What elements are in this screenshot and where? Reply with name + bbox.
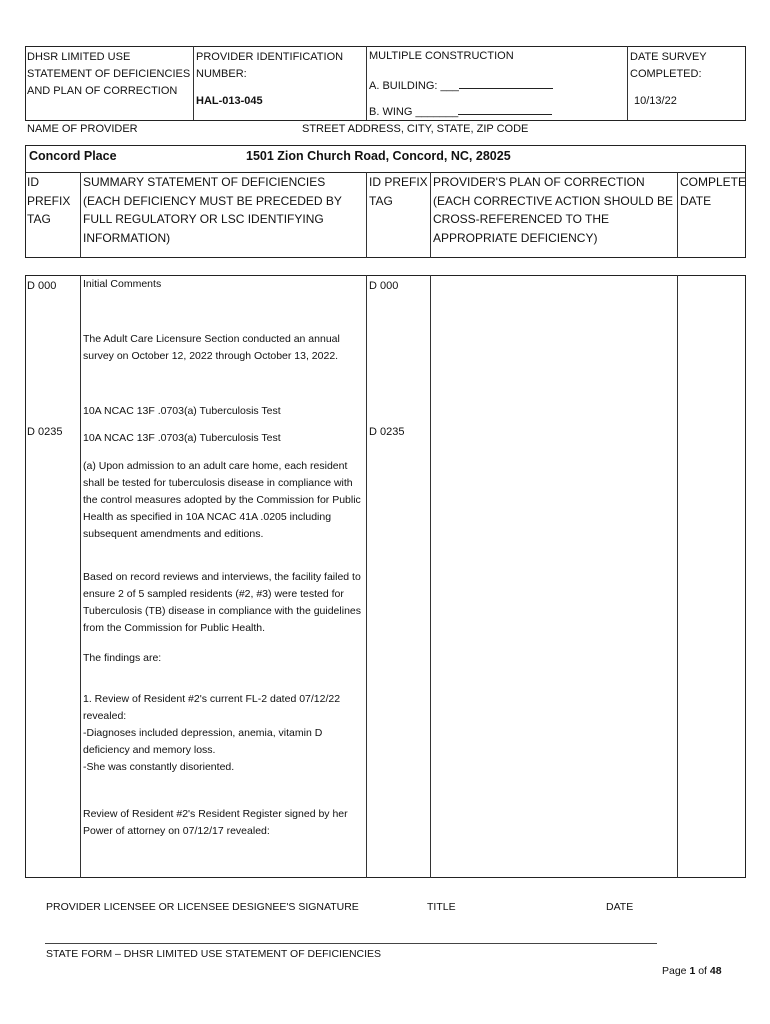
findings-are: The findings are: <box>83 652 162 664</box>
divider <box>366 275 367 878</box>
page-prefix: Page <box>662 965 687 977</box>
divider <box>677 275 678 878</box>
col-summary-statement: SUMMARY STATEMENT OF DEFICIENCIES (EACH DEFICIENCY MUST BE PRECEDED BY FULL REGULATORY OR LSC IDENTIFYING INFORMATION) <box>83 175 342 245</box>
divider <box>430 172 431 258</box>
title-label: TITLE <box>427 901 456 913</box>
signature-label: PROVIDER LICENSEE OR LICENSEE DESIGNEE'S SIGNATURE <box>46 901 359 913</box>
tag-d000: D 000 <box>27 280 57 292</box>
provider-address: 1501 Zion Church Road, Concord, NC, 28025 <box>246 149 511 163</box>
initial-comments: Initial Comments <box>83 278 162 290</box>
signature-line <box>45 943 657 944</box>
wing-underline <box>458 103 552 115</box>
divider <box>430 275 431 878</box>
building-label: A. BUILDING: ___ <box>369 80 459 92</box>
building-underline <box>459 77 553 89</box>
page-total: 48 <box>709 965 722 977</box>
date-label: DATE <box>606 901 634 913</box>
divider <box>627 46 628 120</box>
col-complete-date: COMPLETE DATE <box>680 175 747 208</box>
street-address-label: STREET ADDRESS, CITY, STATE, ZIP CODE <box>302 123 529 135</box>
statement-title: DHSR LIMITED USE STATEMENT OF DEFICIENCIES AND PLAN OF CORRECTION <box>27 51 191 97</box>
tag-d0235-right: D 0235 <box>369 426 405 438</box>
col-id-prefix-tag-2: ID PREFIX TAG <box>369 175 428 208</box>
name-of-provider-label: NAME OF PROVIDER <box>27 123 138 135</box>
form-name: STATE FORM – DHSR LIMITED USE STATEMENT OF DEFICIENCIES <box>46 948 382 960</box>
tag-d000-right: D 000 <box>369 280 399 292</box>
col-id-prefix-tag: ID PREFIX TAG <box>27 175 71 226</box>
page-of: of <box>698 965 707 977</box>
survey-text: The Adult Care Licensure Section conducted an annual survey on October 12, 2022 through October 13, 2022. <box>83 333 340 362</box>
review-2: Review of Resident #2's Resident Register signed by her Power of attorney on 07/12/17 revealed: <box>83 808 348 837</box>
provider-id-label: PROVIDER IDENTIFICATION NUMBER: <box>196 51 344 80</box>
wing-label: B. WING _______ <box>369 106 459 118</box>
divider <box>80 172 81 258</box>
divider <box>193 46 194 120</box>
rule-heading-1: 10A NCAC 13F .0703(a) Tuberculosis Test <box>83 405 281 417</box>
provider-id-value: HAL-013-045 <box>196 95 263 107</box>
building-field <box>369 77 553 94</box>
multiple-construction-label: MULTIPLE CONSTRUCTION <box>369 50 514 62</box>
review-1 <box>83 691 365 776</box>
review-1-line1: 1. Review of Resident #2's current FL-2 dated 07/12/22 revealed: <box>83 693 341 722</box>
review-1-line2: -Diagnoses included depression, anemia, vitamin D deficiency and memory loss. <box>83 727 323 756</box>
divider <box>366 172 367 258</box>
rule-heading-2: 10A NCAC 13F .0703(a) Tuberculosis Test <box>83 432 281 444</box>
tag-d0235: D 0235 <box>27 426 63 438</box>
wing-field <box>369 103 552 120</box>
page-current: 1 <box>689 965 696 977</box>
divider <box>677 172 678 258</box>
rule-text: (a) Upon admission to an adult care home, each resident shall be tested for tuberculosis disease in compliance with the control measures adopted by the Commission for Public Health as specified in 10A NCAC 41A .0205 including subsequent amendments and editions. <box>83 460 361 540</box>
date-survey-value: 10/13/22 <box>634 95 677 107</box>
provider-name: Concord Place <box>29 149 117 163</box>
review-1-line3: -She was constantly disoriented. <box>83 761 235 773</box>
col-plan-of-correction: PROVIDER'S PLAN OF CORRECTION (EACH CORRECTIVE ACTION SHOULD BE CROSS-REFERENCED TO THE APPROPRIATE DEFICIENCY) <box>433 175 674 245</box>
page-number <box>662 964 722 978</box>
divider <box>366 46 367 120</box>
date-survey-label: DATE SURVEY COMPLETED: <box>630 51 707 80</box>
divider <box>80 275 81 878</box>
finding-summary: Based on record reviews and interviews, the facility failed to ensure 2 of 5 sampled residents (#2, #3) were tested for Tuberculosis (TB) disease in compliance with the guidelines from the Commission for Public Health. <box>83 571 361 634</box>
